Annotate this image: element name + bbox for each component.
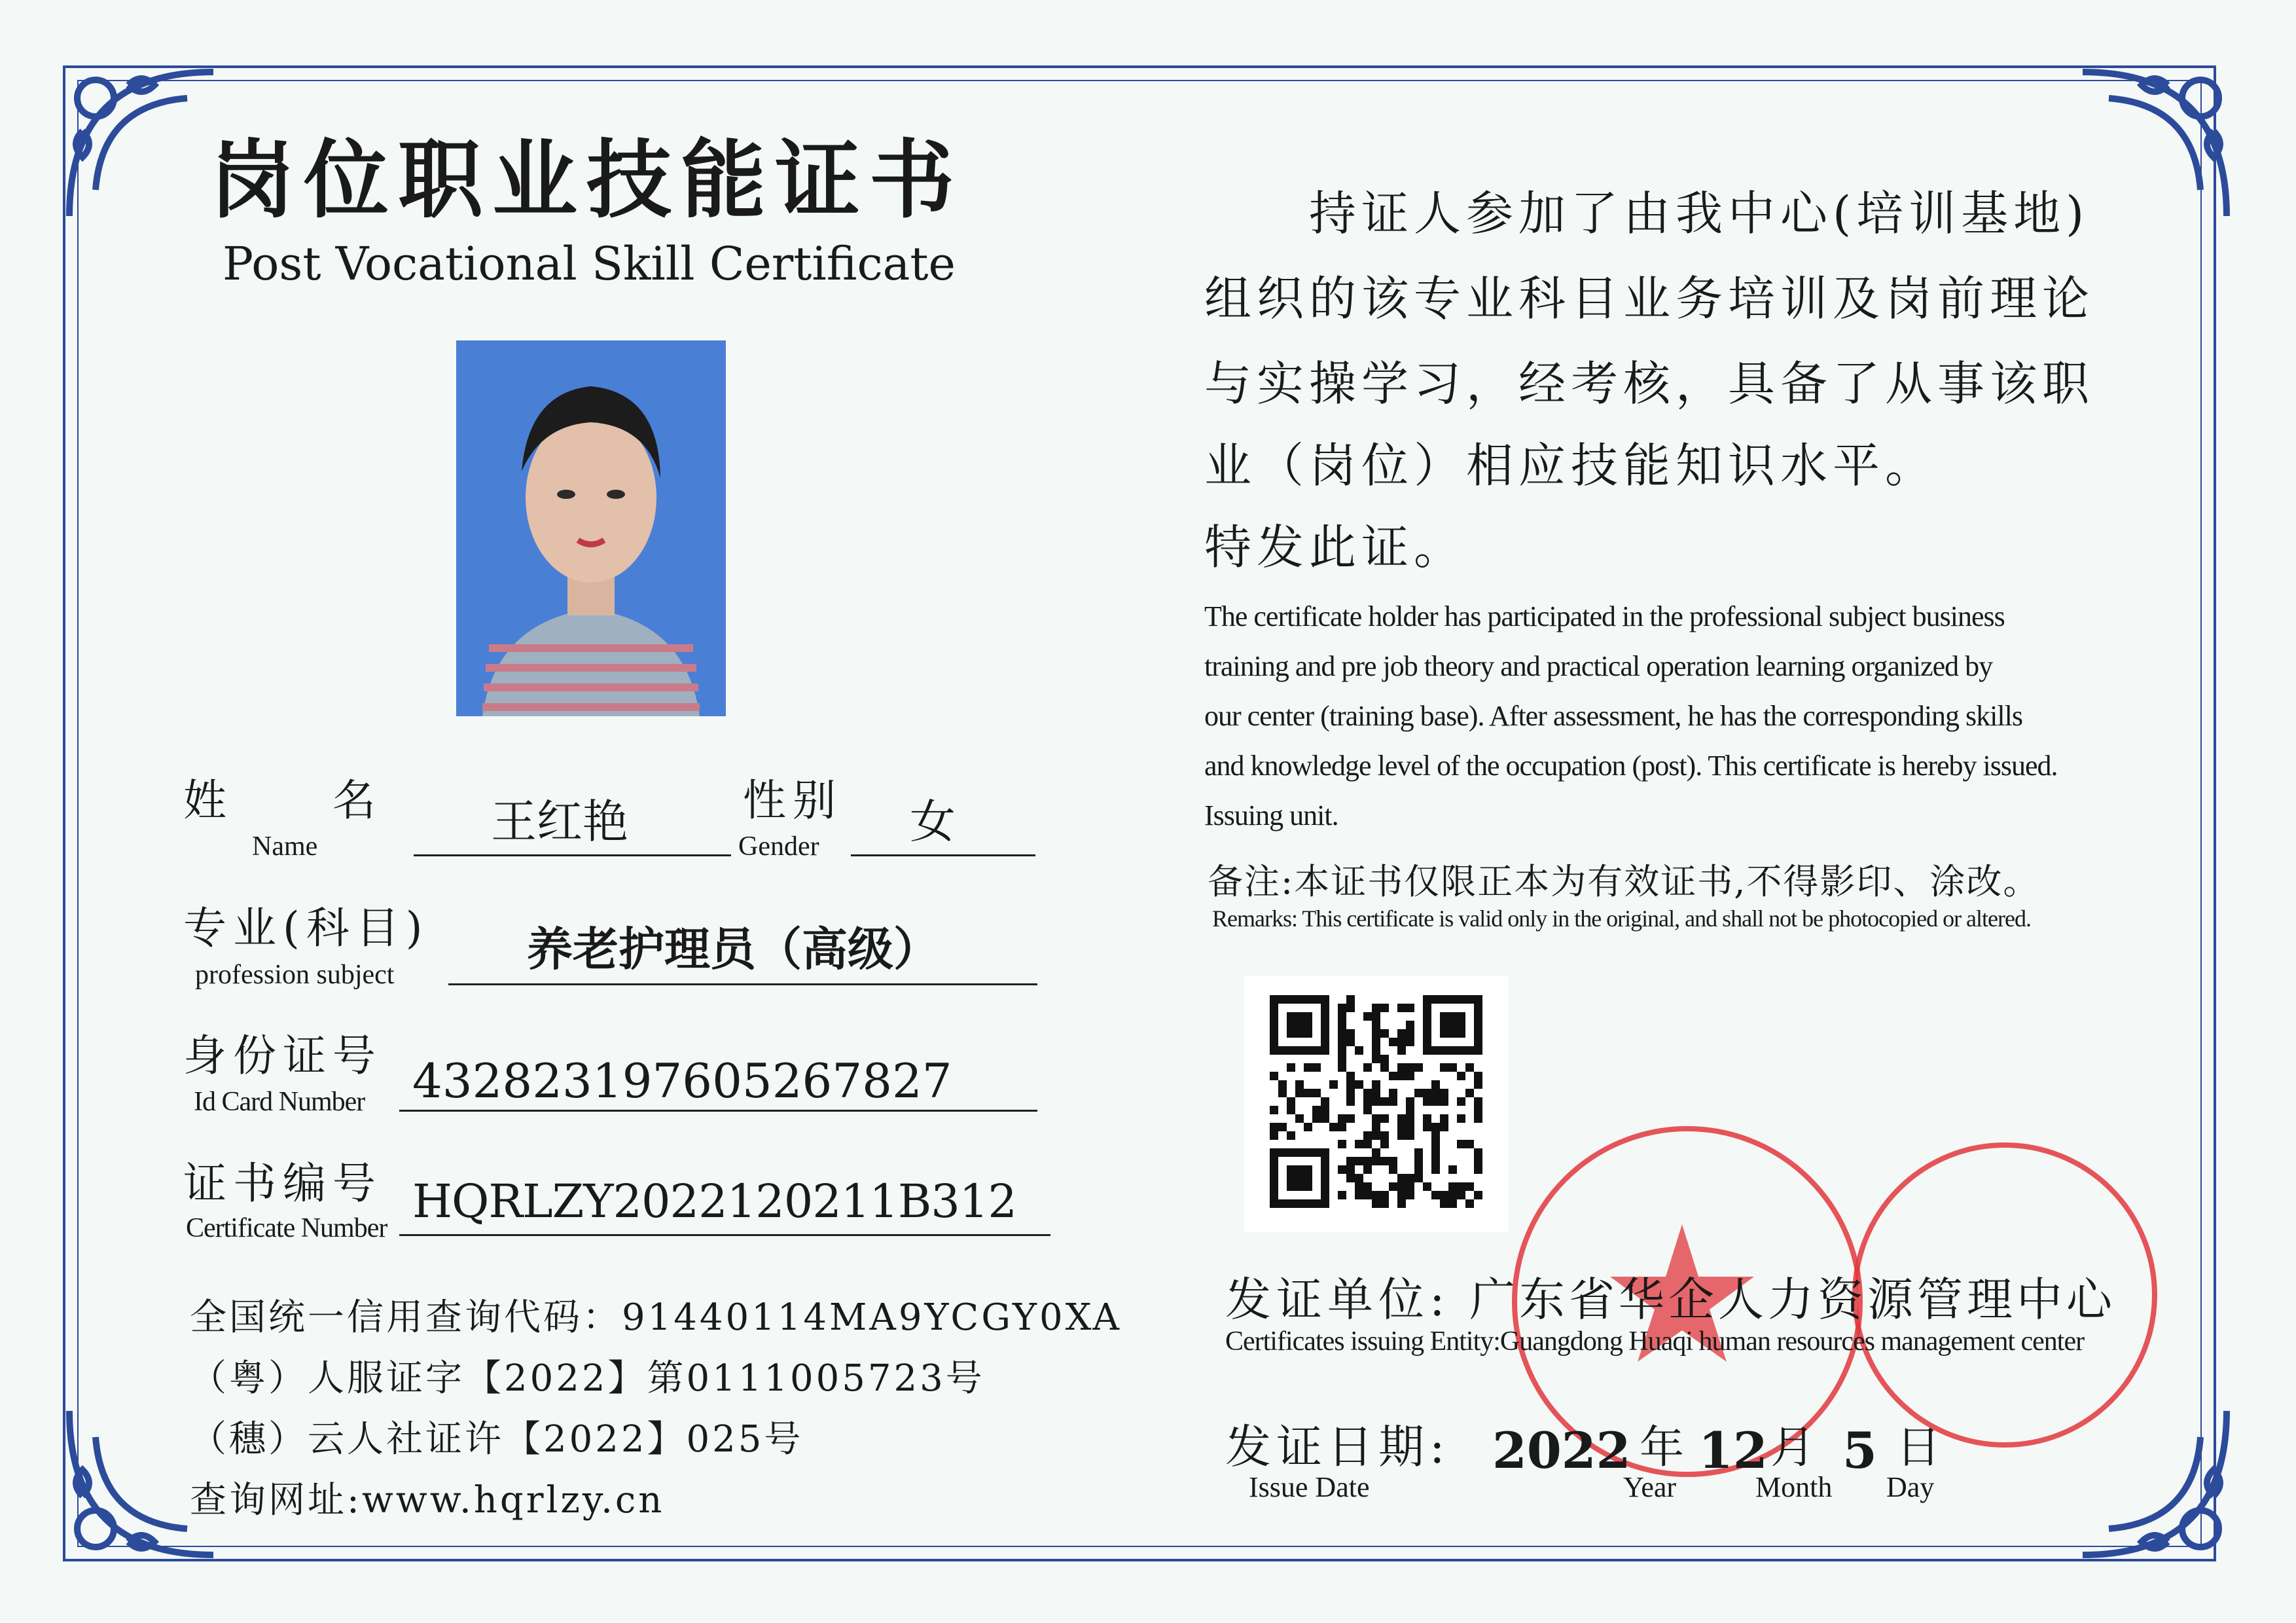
registry-line-website: 查询网址:www.hqrlzy.cn [190, 1479, 665, 1522]
cert-underline [399, 1234, 1050, 1236]
statement-en-line-4: and knowledge level of the occupation (post). This certificate is hereby issued. [1204, 750, 2058, 782]
issue-date-label-cn: 发证日期: [1225, 1420, 1450, 1474]
issue-month-cn: 月 [1770, 1422, 1816, 1474]
remark-en: Remarks: This certificate is valid only in the original, and shall not be photocopied or altered. [1212, 905, 2031, 932]
corner-ornament-top-left [56, 59, 226, 229]
id-label-en: Id Card Number [194, 1087, 365, 1117]
issue-day-cn: 日 [1896, 1422, 1941, 1474]
holder-photo [456, 340, 726, 716]
cert-number-value: HQRLZY2022120211B312 [412, 1175, 1016, 1228]
title-chinese: 岗位职业技能证书 [209, 130, 964, 230]
registry-line-credit-code: 全国统一信用查询代码：91440114MA9YCGY0XA [190, 1296, 1122, 1339]
name-label-en: Name [252, 831, 318, 862]
gender-label-cn: 性别 [743, 775, 842, 826]
registry-line-permit: （穗）云人社证许【2022】025号 [190, 1418, 804, 1461]
title-english: Post Vocational Skill Certificate [223, 237, 956, 291]
corner-ornament-bottom-right [2070, 1398, 2240, 1568]
issuer-label-cn: 发证单位: [1225, 1273, 1450, 1326]
gender-value: 女 [910, 795, 956, 848]
registry-line-license: （粤）人服证字【2022】第0111005723号 [190, 1357, 985, 1400]
issue-day-value: 5 [1842, 1421, 1877, 1480]
issue-month-value: 12 [1698, 1421, 1768, 1480]
qr-code[interactable] [1244, 976, 1509, 1232]
statement-cn-line-5: 特发此证。 [1204, 520, 1467, 575]
issuer-value-cn: 广东省华企人力资源管理中心 [1469, 1273, 2116, 1326]
statement-en-line-3: our center (training base). After assessment, he has the corresponding skills [1204, 700, 2022, 732]
cert-label-en: Certificate Number [186, 1213, 387, 1243]
statement-en-line-2: training and pre job theory and practical operation learning organized by [1204, 650, 1993, 682]
corner-ornament-top-right [2070, 59, 2240, 229]
id-underline [399, 1110, 1037, 1112]
issue-year-en: Year [1623, 1471, 1677, 1503]
gender-label-en: Gender [738, 831, 819, 862]
statement-cn-line-2: 组织的该专业科目业务培训及岗前理论 [1204, 271, 2095, 326]
remark-cn: 备注:本证书仅限正本为有效证书,不得影印、涂改。 [1208, 861, 2040, 902]
cert-label-cn: 证书编号 [183, 1158, 382, 1209]
name-label-cn: 姓 名 [183, 775, 382, 826]
subject-underline [448, 983, 1037, 985]
issue-year-cn: 年 [1640, 1422, 1685, 1474]
statement-cn-line-1: 持证人参加了由我中心(培训基地) [1309, 186, 2090, 241]
subject-value: 养老护理员（高级） [527, 922, 939, 976]
issuer-en: Certificates issuing Entity:Guangdong Huaqi human resources management center [1225, 1326, 2085, 1357]
issue-date-label-en: Issue Date [1249, 1471, 1370, 1503]
name-value: 王红艳 [491, 795, 628, 848]
statement-cn-line-4: 业（岗位）相应技能知识水平。 [1204, 438, 1938, 493]
id-value: 432823197605267827 [412, 1053, 952, 1108]
issue-month-en: Month [1755, 1471, 1833, 1503]
gender-underline [851, 854, 1035, 856]
id-label-cn: 身份证号 [183, 1030, 382, 1081]
subject-label-en: profession subject [195, 960, 395, 990]
subject-label-cn: 专业(科目) [183, 903, 429, 953]
issue-year-value: 2022 [1492, 1421, 1631, 1480]
statement-en-line-5: Issuing unit. [1204, 799, 1338, 831]
name-underline [414, 854, 731, 856]
issue-day-en: Day [1886, 1471, 1935, 1503]
statement-en-line-1: The certificate holder has participated in the professional subject business [1204, 600, 2005, 632]
statement-cn-line-3: 与实操学习，经考核，具备了从事该职 [1204, 356, 2095, 411]
